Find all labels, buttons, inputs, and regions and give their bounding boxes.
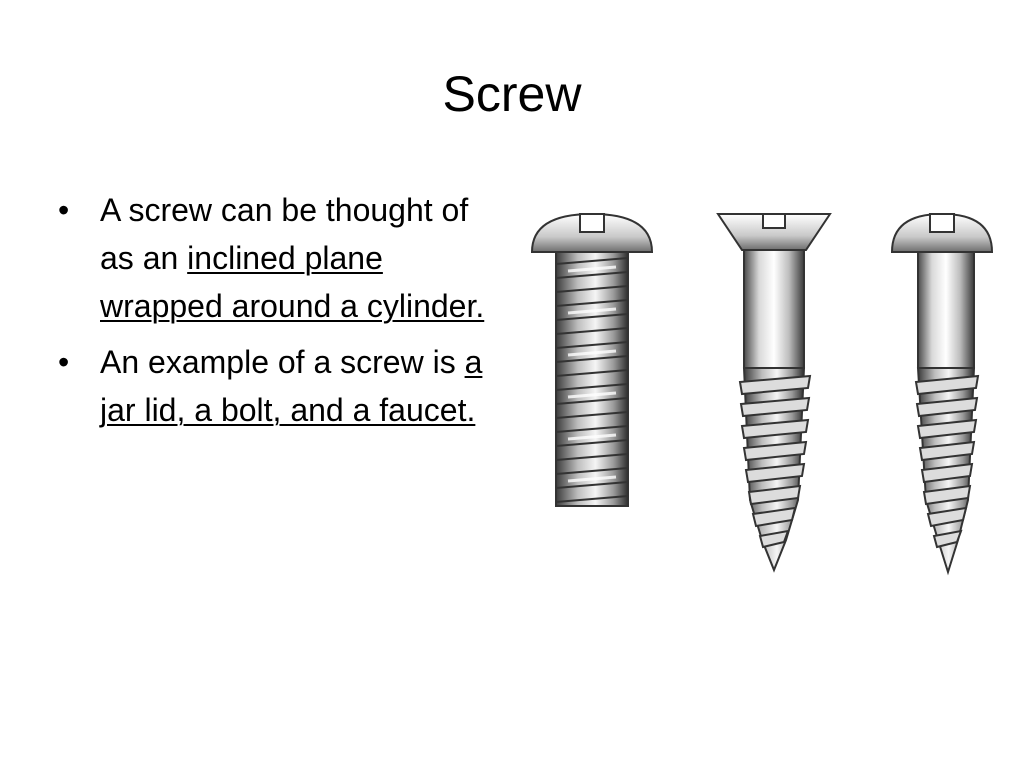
bullet-item-definition	[58, 186, 498, 330]
bullet-underlined-text: a jar lid, a bolt, and a faucet.	[100, 344, 483, 428]
bullet-glyph: •	[58, 344, 70, 380]
bullet-text: An example of a screw is	[100, 344, 465, 380]
slide-title: Screw	[442, 66, 582, 122]
bullet-list	[58, 186, 498, 442]
screws-figure	[520, 200, 1010, 590]
round-head-wood-screw-icon	[892, 214, 992, 572]
bullet-item-example	[58, 338, 498, 434]
machine-screw-icon	[532, 214, 652, 506]
bullet-text: A screw can be thought of as an	[100, 192, 469, 276]
bullet-glyph: •	[58, 192, 70, 228]
screws-illustration	[520, 200, 1010, 590]
flat-head-wood-screw-icon	[718, 214, 830, 570]
bullet-underlined-text: inclined plane wrapped around a cylinder.	[100, 240, 485, 324]
